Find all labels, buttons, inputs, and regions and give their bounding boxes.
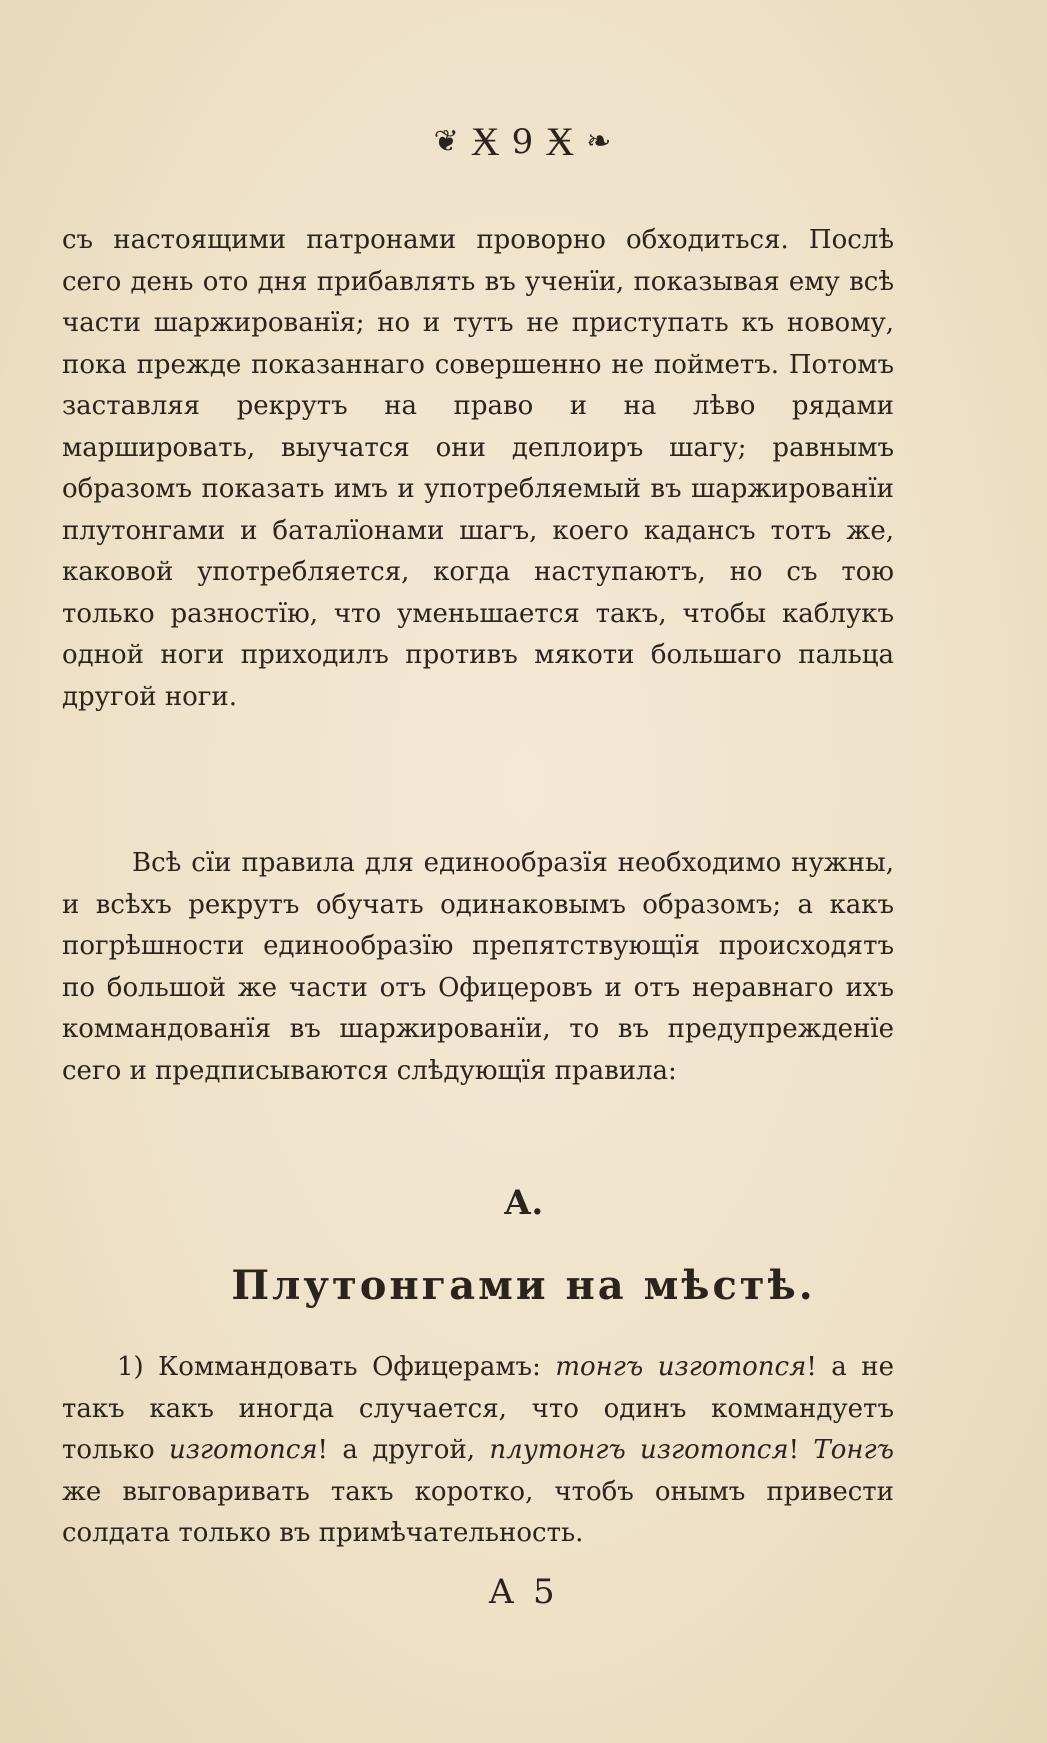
p3-italic-2: изготопся <box>168 1435 318 1465</box>
signature-mark: А 5 <box>488 1572 559 1612</box>
paragraph-3 <box>62 1347 894 1555</box>
section-title: Плутонгами на мѣстѣ. <box>231 1262 816 1309</box>
left-ornament: ❦ <box>433 124 461 159</box>
p3-text-5: же выговаривать такъ коротко, чтобъ онымъ привести солдата только въ примѣчательность. <box>62 1476 894 1548</box>
p3-italic-4: Тонгъ <box>813 1435 894 1465</box>
page-number: 9 <box>511 121 536 162</box>
paragraph-2: Всѣ сїи правила для единообразїя необходимо нужны, и всѣхъ рекрутъ обучать одинаковымъ образомъ; а какъ погрѣшности единообразїю препятствующїя происходятъ по большой же части отъ Офицеровъ и отъ неравнаго ихъ коммандованїя въ шаржированїи, то въ предупрежденїе сего и предписываются слѣдующїя правила: <box>62 848 894 1086</box>
p3-italic-1: тонгъ изготопся <box>555 1352 807 1382</box>
p3-text-4: ! <box>788 1435 814 1465</box>
page-header <box>0 118 1047 165</box>
left-bracket: Ӿ <box>470 119 502 165</box>
section-letter: А. <box>503 1183 544 1223</box>
right-bracket: Ӿ <box>545 119 577 165</box>
p3-text-2: ! а не такъ какъ иногда случается, что одинъ коммандуетъ только <box>62 1352 894 1465</box>
right-ornament: ❧ <box>586 124 614 159</box>
p3-text-3: ! а другой, <box>317 1435 490 1465</box>
paragraph-1: съ настоящими патронами проворно обходиться. Послѣ сего день ото дня прибавлять въ ученїи, показывая ему всѣ части шаржированїя; но и тутъ не приступать къ новому, пока прежде показаннаго совершенно не пойметъ. Потомъ заставляя рекрутъ на право и на лѣво рядами маршировать, выучатся они деплоиръ шагу; равнымъ образомъ показать имъ и употребляемый въ шаржированїи плутонгами и баталїонами шагъ, коего кадансъ тотъ же, каковой употребляется, когда наступаютъ, но съ тою только разностїю, что уменьшается такъ, чтобы каблукъ одной ноги приходилъ противъ мякоти большаго пальца другой ноги. <box>62 225 894 712</box>
p3-italic-3: плутонгъ изготопся <box>489 1435 789 1465</box>
p3-text-1: 1) Коммандовать Офицерамъ: <box>117 1352 556 1382</box>
